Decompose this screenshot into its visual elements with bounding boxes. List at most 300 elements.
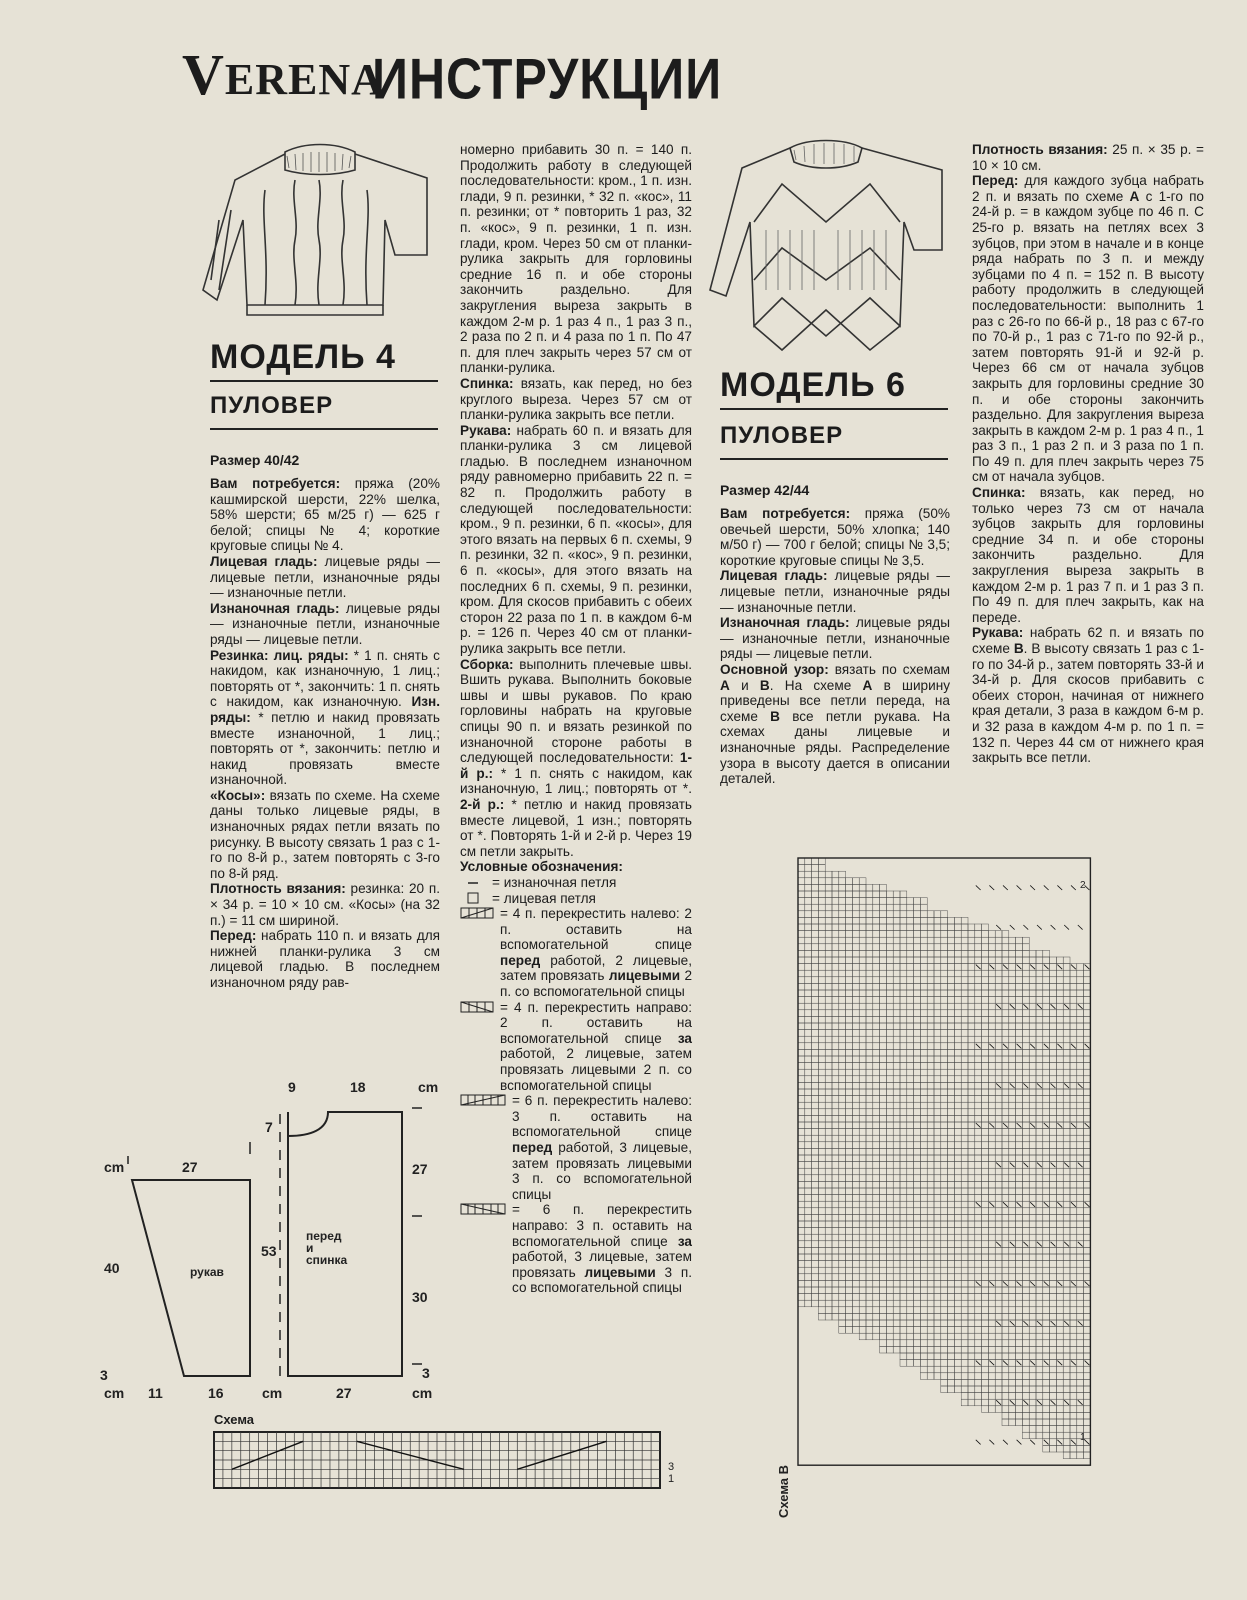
chart-cell xyxy=(961,1294,968,1301)
chart-cell xyxy=(914,1287,921,1294)
chart-cell xyxy=(866,1274,873,1281)
pattern-stitch-mark xyxy=(1057,1440,1062,1445)
chart-cell xyxy=(846,1096,853,1103)
chart-cell xyxy=(968,1168,975,1175)
chart-cell xyxy=(948,1003,955,1010)
chart-cell xyxy=(1009,1109,1016,1116)
chart-cell xyxy=(1063,1333,1070,1340)
chart-cell xyxy=(805,1089,812,1096)
chart-cell xyxy=(1050,1036,1057,1043)
chart-cell xyxy=(968,944,975,951)
pattern-stitch-mark xyxy=(1064,1163,1069,1168)
chart-cell xyxy=(798,1261,805,1268)
chart-cell xyxy=(1016,1036,1023,1043)
chart-cell xyxy=(1070,1373,1077,1380)
chart-cell xyxy=(961,1313,968,1320)
chart-cell xyxy=(805,1254,812,1261)
chart-cell xyxy=(1009,1419,1016,1426)
chart-cell xyxy=(975,1056,982,1063)
chart-cell xyxy=(873,1049,880,1056)
chart-cell xyxy=(1056,1445,1063,1452)
chart-cell xyxy=(948,1274,955,1281)
chart-cell xyxy=(1036,1142,1043,1149)
chart-cell xyxy=(1077,970,1084,977)
chart-cell xyxy=(1050,1432,1057,1439)
dim-label: 27 xyxy=(412,1161,428,1177)
chart-cell xyxy=(852,1221,859,1228)
chart-cell xyxy=(832,1181,839,1188)
chart-cell xyxy=(920,1287,927,1294)
pattern-stitch-mark xyxy=(989,1440,994,1445)
chart-cell xyxy=(812,924,819,931)
chart-cell xyxy=(948,1030,955,1037)
chart-cell xyxy=(839,1261,846,1268)
chart-cell xyxy=(880,1109,887,1116)
chart-cell xyxy=(1084,1069,1091,1076)
chart-cell xyxy=(1050,1208,1057,1215)
chart-cell xyxy=(900,950,907,957)
dim-label: 9 xyxy=(288,1080,296,1095)
chart-cell xyxy=(1009,1373,1016,1380)
chart-cell xyxy=(1077,1195,1084,1202)
chart-cell xyxy=(988,1049,995,1056)
chart-cell xyxy=(995,1109,1002,1116)
chart-cell xyxy=(1002,970,1009,977)
chart-cell xyxy=(948,1280,955,1287)
chart-cell xyxy=(1022,1010,1029,1017)
chart-cell xyxy=(859,1208,866,1215)
chart-cell xyxy=(805,1267,812,1274)
chart-cell xyxy=(907,1346,914,1353)
chart-cell xyxy=(927,983,934,990)
chart-cell xyxy=(1009,950,1016,957)
chart-cell xyxy=(1043,1003,1050,1010)
chart-cell xyxy=(954,1148,961,1155)
chart-cell xyxy=(1050,964,1057,971)
chart-cell xyxy=(927,1353,934,1360)
chart-cell xyxy=(1022,1419,1029,1426)
chart-cell xyxy=(1043,1135,1050,1142)
chart-cell xyxy=(934,950,941,957)
chart-cell xyxy=(839,1115,846,1122)
chart-cell xyxy=(1043,1148,1050,1155)
chart-cell xyxy=(900,1327,907,1334)
chart-cell xyxy=(907,1287,914,1294)
chart-cell xyxy=(880,917,887,924)
chart-cell xyxy=(825,1030,832,1037)
chart-cell xyxy=(934,1016,941,1023)
dim-label: 40 xyxy=(104,1260,120,1276)
legend-item: = лицевая петля xyxy=(460,891,692,907)
chart-cell xyxy=(1077,1016,1084,1023)
chart-cell xyxy=(818,1155,825,1162)
chart-cell xyxy=(812,1254,819,1261)
chart-cell xyxy=(846,1115,853,1122)
chart-cell xyxy=(1063,1327,1070,1334)
chart-cell xyxy=(900,1043,907,1050)
chart-cell xyxy=(995,1016,1002,1023)
chart-cell xyxy=(1084,1181,1091,1188)
chart-cell xyxy=(1063,983,1070,990)
chart-cell xyxy=(1002,1030,1009,1037)
chart-cell xyxy=(961,1102,968,1109)
chart-cell xyxy=(941,1228,948,1235)
chart-cell xyxy=(1009,1214,1016,1221)
chart-cell xyxy=(948,1181,955,1188)
chart-cell xyxy=(893,1069,900,1076)
chart-cell xyxy=(914,1049,921,1056)
chart-cell xyxy=(1022,1168,1029,1175)
chart-cell xyxy=(1050,977,1057,984)
chart-cell xyxy=(886,977,893,984)
chart-cell xyxy=(948,1353,955,1360)
chart-cell xyxy=(846,990,853,997)
chart-cell xyxy=(1036,1393,1043,1400)
chart-cell xyxy=(961,1254,968,1261)
chart-cell xyxy=(859,884,866,891)
chart-cell xyxy=(812,884,819,891)
chart-cell xyxy=(805,904,812,911)
chart-cell xyxy=(805,1030,812,1037)
chart-cell xyxy=(825,1247,832,1254)
chart-cell xyxy=(920,1049,927,1056)
pattern-stitch-mark xyxy=(1010,925,1015,930)
chart-cell xyxy=(859,1096,866,1103)
chart-cell xyxy=(954,1379,961,1386)
chart-cell xyxy=(907,1122,914,1129)
chart-cell xyxy=(1070,1003,1077,1010)
chart-cell xyxy=(1022,1393,1029,1400)
chart-cell xyxy=(968,1320,975,1327)
chart-cell xyxy=(852,1307,859,1314)
chart-cell xyxy=(1002,1287,1009,1294)
chart-cell xyxy=(893,950,900,957)
chart-cell xyxy=(927,1234,934,1241)
chart-cell xyxy=(839,1307,846,1314)
chart-cell xyxy=(798,1195,805,1202)
chart-cell xyxy=(995,937,1002,944)
chart-cell xyxy=(968,1115,975,1122)
chart-cell xyxy=(1016,950,1023,957)
chart-cell xyxy=(927,1069,934,1076)
chart-cell xyxy=(886,931,893,938)
chart-cell xyxy=(839,990,846,997)
chart-cell xyxy=(825,1129,832,1136)
chart-cell xyxy=(1002,1063,1009,1070)
chart-cell xyxy=(961,1373,968,1380)
chart-cell xyxy=(934,1023,941,1030)
pattern-stitch-mark xyxy=(989,885,994,890)
chart-cell xyxy=(859,1056,866,1063)
chart-cell xyxy=(982,1030,989,1037)
chart-cell xyxy=(852,1234,859,1241)
chart-cell xyxy=(934,1261,941,1268)
chart-cell xyxy=(1016,1333,1023,1340)
chart-cell xyxy=(1022,1201,1029,1208)
chart-cell xyxy=(982,1327,989,1334)
chart-cell xyxy=(1070,1155,1077,1162)
chart-cell xyxy=(934,1346,941,1353)
chart-cell xyxy=(968,1379,975,1386)
chart-cell xyxy=(900,1313,907,1320)
dim-label: 3 xyxy=(100,1367,108,1383)
chart-cell xyxy=(1002,957,1009,964)
chart-cell xyxy=(968,1003,975,1010)
chart-cell xyxy=(1002,1003,1009,1010)
chart-cell xyxy=(832,1162,839,1169)
chart-cell xyxy=(846,1188,853,1195)
chart-cell xyxy=(907,1254,914,1261)
chart-cell xyxy=(866,1003,873,1010)
chart-cell xyxy=(988,1056,995,1063)
chart-cell xyxy=(914,1142,921,1149)
chart-cell xyxy=(873,1214,880,1221)
chart-cell xyxy=(818,924,825,931)
chart-cell xyxy=(1002,1254,1009,1261)
chart-cell xyxy=(1029,1063,1036,1070)
chart-cell xyxy=(825,1287,832,1294)
chart-cell xyxy=(866,1076,873,1083)
chart-cell xyxy=(866,924,873,931)
chart-cell xyxy=(948,1142,955,1149)
chart-cell xyxy=(1063,1366,1070,1373)
chart-cell xyxy=(988,1353,995,1360)
chart-cell xyxy=(1009,1393,1016,1400)
chart-cell xyxy=(1084,1162,1091,1169)
chart-cell xyxy=(846,931,853,938)
chart-cell xyxy=(1029,1148,1036,1155)
chart-cell xyxy=(893,911,900,918)
chart-cell xyxy=(1022,1346,1029,1353)
chart-cell xyxy=(805,950,812,957)
chart-cell xyxy=(961,1201,968,1208)
chart-cell xyxy=(948,970,955,977)
chart-cell xyxy=(1084,1346,1091,1353)
chart-cell xyxy=(975,1386,982,1393)
chart-cell xyxy=(914,1228,921,1235)
chart-cell xyxy=(982,1109,989,1116)
chart-cell xyxy=(818,931,825,938)
chart-cell xyxy=(832,1076,839,1083)
chart-cell xyxy=(866,1089,873,1096)
chart-cell xyxy=(1016,1056,1023,1063)
chart-cell xyxy=(948,1016,955,1023)
chart-cell xyxy=(1009,1340,1016,1347)
chart-cell xyxy=(798,1294,805,1301)
chart-cell xyxy=(920,1023,927,1030)
chart-cell xyxy=(1016,1049,1023,1056)
chart-cell xyxy=(948,1228,955,1235)
chart-cell xyxy=(832,1049,839,1056)
chart-cell xyxy=(1022,1274,1029,1281)
chart-cell xyxy=(900,917,907,924)
chart-cell xyxy=(1036,1353,1043,1360)
chart-cell xyxy=(995,1313,1002,1320)
chart-cell xyxy=(886,1340,893,1347)
chart-cell xyxy=(1063,1142,1070,1149)
chart-cell xyxy=(1056,1366,1063,1373)
chart-cell xyxy=(846,1280,853,1287)
chart-cell xyxy=(805,1010,812,1017)
chart-cell xyxy=(880,1274,887,1281)
chart-cell xyxy=(1029,1241,1036,1248)
chart-cell xyxy=(934,1056,941,1063)
chart-cell xyxy=(825,1181,832,1188)
chart-cell xyxy=(954,1195,961,1202)
chart-cell xyxy=(1002,1307,1009,1314)
chart-cell xyxy=(900,1109,907,1116)
chart-cell xyxy=(1029,1366,1036,1373)
chart-cell xyxy=(934,1181,941,1188)
chart-cell xyxy=(927,990,934,997)
chart-cell xyxy=(927,917,934,924)
chart-cell xyxy=(832,964,839,971)
chart-cell xyxy=(1022,1234,1029,1241)
chart-cell xyxy=(859,891,866,898)
chart-cell xyxy=(948,1089,955,1096)
chart-cell xyxy=(914,990,921,997)
chart-cell xyxy=(1084,1129,1091,1136)
chart-cell xyxy=(968,1201,975,1208)
chart-cell xyxy=(1036,1267,1043,1274)
chart-cell xyxy=(825,1313,832,1320)
chart-cell xyxy=(907,1056,914,1063)
chart-cell xyxy=(1070,1129,1077,1136)
chart-cell xyxy=(798,1063,805,1070)
chart-cell xyxy=(907,937,914,944)
chart-cell xyxy=(968,1254,975,1261)
chart-cell xyxy=(812,1274,819,1281)
brand-logo: VERENA xyxy=(182,42,384,107)
chart-cell xyxy=(900,1010,907,1017)
chart-cell xyxy=(988,1109,995,1116)
chart-cell xyxy=(975,1366,982,1373)
chart-cell xyxy=(1009,1148,1016,1155)
pattern-stitch-mark xyxy=(1030,1123,1035,1128)
chart-cell xyxy=(818,1003,825,1010)
chart-cell xyxy=(1029,1214,1036,1221)
chart-cell xyxy=(1056,1214,1063,1221)
model4-size: Размер 40/42 xyxy=(210,452,300,468)
chart-cell xyxy=(846,891,853,898)
pattern-stitch-mark xyxy=(1017,1281,1022,1286)
chart-cell xyxy=(812,1267,819,1274)
chart-cell xyxy=(825,1267,832,1274)
chart-cell xyxy=(934,1049,941,1056)
chart-cell xyxy=(934,1294,941,1301)
chart-cell xyxy=(920,1129,927,1136)
chart-cell xyxy=(818,970,825,977)
chart-cell xyxy=(948,957,955,964)
chart-cell xyxy=(1050,1386,1057,1393)
chart-cell xyxy=(818,1089,825,1096)
chart-cell xyxy=(798,917,805,924)
chart-cell xyxy=(900,1201,907,1208)
chart-cell xyxy=(832,1056,839,1063)
chart-cell xyxy=(866,1115,873,1122)
chart-cell xyxy=(873,1307,880,1314)
chart-cell xyxy=(1043,1327,1050,1334)
chart-cell xyxy=(1056,1307,1063,1314)
chart-cell xyxy=(914,1241,921,1248)
chart-cell xyxy=(1022,1076,1029,1083)
chart-cell xyxy=(839,1274,846,1281)
chart-cell xyxy=(852,878,859,885)
chart-cell xyxy=(1063,1188,1070,1195)
chart-cell xyxy=(1050,1010,1057,1017)
chart-cell xyxy=(1036,1426,1043,1433)
chart-cell xyxy=(880,1333,887,1340)
chart-cell xyxy=(1050,970,1057,977)
chart-cell xyxy=(934,1274,941,1281)
chart-cell xyxy=(961,1247,968,1254)
chart-cell xyxy=(995,1129,1002,1136)
chart-cell xyxy=(1043,1036,1050,1043)
chart-cell xyxy=(1070,1109,1077,1116)
chart-cell xyxy=(852,1280,859,1287)
chart-cell xyxy=(1077,1327,1084,1334)
chart-cell xyxy=(968,1076,975,1083)
chart-cell xyxy=(1084,1096,1091,1103)
chart-cell xyxy=(1009,1300,1016,1307)
chart-cell xyxy=(798,1129,805,1136)
chart-cell xyxy=(839,1142,846,1149)
chart-cell xyxy=(1056,1234,1063,1241)
chart-cell xyxy=(900,1096,907,1103)
chart-cell xyxy=(920,1241,927,1248)
chart-cell xyxy=(907,1221,914,1228)
chart-cell xyxy=(1036,1287,1043,1294)
chart-cell xyxy=(988,1399,995,1406)
chart-cell xyxy=(920,950,927,957)
chart-cell xyxy=(975,957,982,964)
chart-cell xyxy=(1029,1234,1036,1241)
chart-cell xyxy=(873,1063,880,1070)
chart-cell xyxy=(1063,1300,1070,1307)
chart-cell xyxy=(893,1148,900,1155)
paragraph: Рукава: набрать 62 п. и вязать по схеме В. В высоту связать 1 раз с 1-го по 34-й р., затем повторять 33-й и 34-й р. Для скосов прибавить с обеих сторон, начиная от нижнего края детали, 3 раза в каждом 6-м р. и 32 раза в каждом 4-м р. по 1 п. = 132 п. Через 44 см от нижнего края закрыть все петли. xyxy=(972,625,1204,766)
chart-cell xyxy=(920,944,927,951)
chart-cell xyxy=(1022,964,1029,971)
chart-cell xyxy=(1009,1261,1016,1268)
pattern-stitch-mark xyxy=(1003,1361,1008,1366)
chart-cell xyxy=(900,1122,907,1129)
chart-cell xyxy=(900,1195,907,1202)
chart-cell xyxy=(1056,1353,1063,1360)
chart-cell xyxy=(846,1287,853,1294)
chart-cell xyxy=(1043,1386,1050,1393)
chart-cell xyxy=(1056,1036,1063,1043)
chart-cell xyxy=(798,1247,805,1254)
chart-cell xyxy=(1016,1221,1023,1228)
chart-cell xyxy=(995,983,1002,990)
chart-cell xyxy=(866,1287,873,1294)
chart-cell xyxy=(886,1175,893,1182)
chart-cell xyxy=(954,1340,961,1347)
chart-cell xyxy=(941,957,948,964)
chart-cell xyxy=(812,944,819,951)
chart-cell xyxy=(1077,1056,1084,1063)
chart-cell xyxy=(927,1247,934,1254)
chart-cell xyxy=(941,1221,948,1228)
chart-cell xyxy=(995,1234,1002,1241)
chart-cell xyxy=(900,924,907,931)
chart-cell xyxy=(1063,1445,1070,1452)
chart-cell xyxy=(1050,1030,1057,1037)
chart-cell xyxy=(798,1287,805,1294)
chart-cell xyxy=(1050,1406,1057,1413)
chart-cell xyxy=(1009,944,1016,951)
